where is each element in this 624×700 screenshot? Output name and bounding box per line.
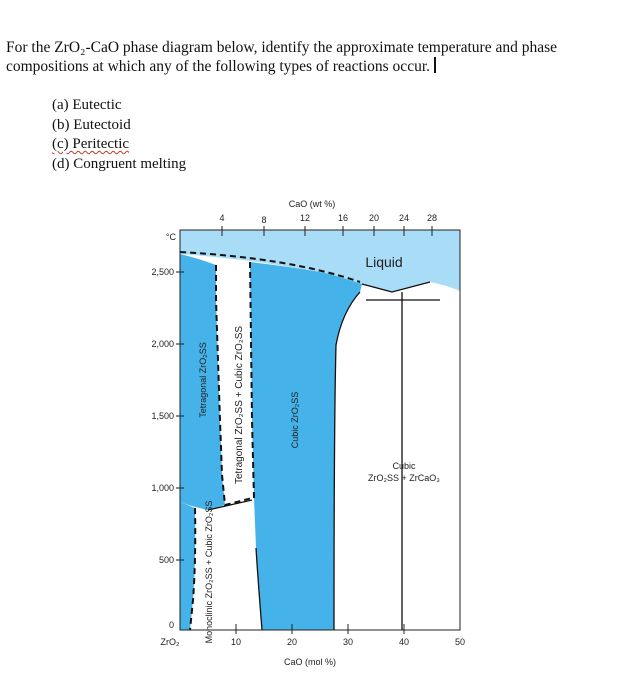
question-body: For the ZrO₂-CaO phase diagram below, identify the approximate temperature and phase compositions at which any of the following types of reactions occur. — [6, 39, 558, 75]
left-tick-1000: 1,000 — [151, 483, 174, 493]
bottom-tick-10: 10 — [230, 637, 242, 647]
left-tick-1500: 1,500 — [151, 411, 174, 421]
top-tick-4: 4 — [219, 213, 225, 223]
liquid-label: Liquid — [365, 254, 403, 270]
option-d: (d) Congruent melting — [52, 155, 187, 172]
top-tick-16: 16 — [337, 213, 349, 223]
bottom-tick-zro2: ZrO₂ — [160, 637, 180, 647]
left-tick-2000: 2,000 — [151, 339, 174, 349]
tetragonal-cubic-label: Tetragonal ZrO₂SS + Cubic ZrO₂SS — [234, 325, 245, 485]
option-a: (a) Eutectic — [52, 97, 122, 113]
option-b: (b) Eutectoid — [52, 116, 131, 133]
bottom-tick-20: 20 — [286, 637, 298, 647]
top-tick-24: 24 — [398, 213, 410, 223]
tetragonal-ss-label: Tetragonal ZrO₂SS — [198, 342, 208, 418]
cubic-ss-label: Cubic ZrO₂SS — [290, 391, 300, 449]
bottom-tick-50: 50 — [454, 637, 466, 647]
left-tick-0: 0 — [168, 620, 174, 630]
top-tick-12: 12 — [299, 213, 311, 223]
left-tick-500: 500 — [158, 555, 174, 565]
top-axis-title: CaO (wt %) — [288, 199, 336, 209]
bottom-tick-30: 30 — [342, 637, 354, 647]
option-c-label: (c) Peritectic — [52, 136, 130, 152]
bottom-tick-40: 40 — [398, 637, 410, 647]
cubic-zrcao3-label-1: Cubic — [392, 461, 416, 471]
left-tick-2500: 2,500 — [151, 267, 174, 277]
top-tick-8: 8 — [261, 215, 267, 225]
top-tick-20: 20 — [368, 213, 380, 223]
bottom-axis-title: CaO (mol %) — [283, 657, 337, 667]
monoclinic-cubic-label-1: Monoclinic ZrO₂SS + Cubic ZrO₂SS — [204, 500, 214, 644]
top-tick-28: 28 — [426, 213, 438, 223]
left-unit: °C — [165, 232, 176, 242]
cubic-zrcao3-label-2: ZrO₂SS + ZrCaO₃ — [368, 473, 440, 483]
